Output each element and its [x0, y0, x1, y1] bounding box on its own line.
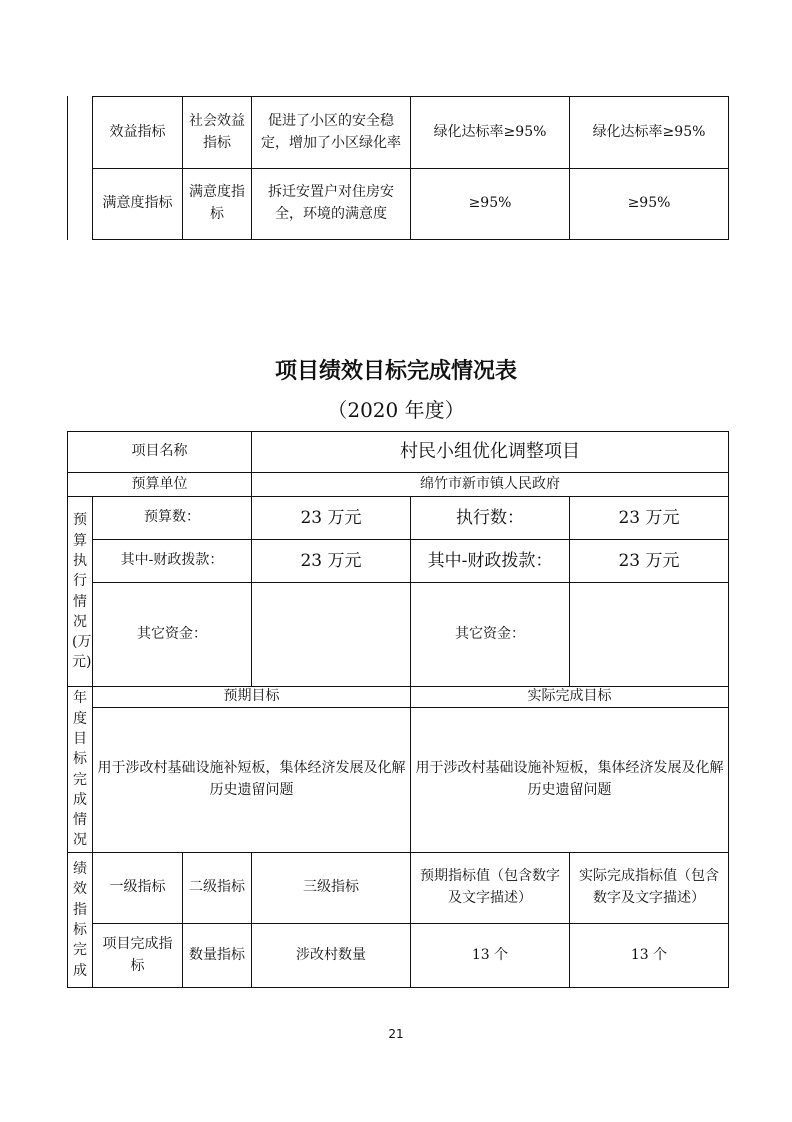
- budget-label: 预算数：: [92, 496, 251, 539]
- expected-value-header: 预期指标值（包含数字及文字描述）: [410, 852, 569, 923]
- budget-value: 23 万元: [251, 496, 410, 539]
- top-row2-col3: 拆迁安置户对住房安全，环境的满意度: [251, 168, 410, 240]
- exec-label: 执行数：: [410, 496, 569, 539]
- fiscal-label-2: 其中-财政拨款：: [410, 539, 569, 582]
- level3-header: 三级指标: [251, 852, 410, 923]
- budget-exec-label: [67, 496, 92, 686]
- page-title: 项目绩效目标完成情况表: [274, 358, 517, 384]
- fiscal-value: 23 万元: [251, 539, 410, 582]
- left-margin-line: [67, 96, 68, 240]
- top-row2-col5: ≥95%: [569, 168, 729, 240]
- annual-goal-label-text: 年度目标完成情况: [73, 690, 87, 849]
- exec-value: 23 万元: [569, 496, 729, 539]
- row-expected: 13 个: [410, 923, 569, 988]
- project-name-value: 村民小组优化调整项目: [251, 431, 729, 472]
- top-row2-col1: 满意度指标: [92, 168, 182, 240]
- top-row1-col5: 绿化达标率≥95%: [569, 96, 729, 168]
- top-row1-col4: 绿化达标率≥95%: [410, 96, 569, 168]
- row-level2: 数量指标: [182, 923, 251, 988]
- actual-goal-text: 用于涉改村基础设施补短板，集体经济发展及化解历史遗留问题: [410, 707, 729, 852]
- other-label: 其它资金：: [92, 582, 251, 686]
- row-level3: 涉改村数量: [251, 923, 410, 988]
- top-row1-col3: 促进了小区的安全稳定，增加了小区绿化率: [251, 96, 410, 168]
- actual-goal-header: 实际完成目标: [410, 686, 729, 707]
- expected-goal-text: 用于涉改村基础设施补短板，集体经济发展及化解历史遗留问题: [92, 707, 410, 852]
- level1-header: 一级指标: [92, 852, 182, 923]
- actual-value-header: 实际完成指标值（包含数字及文字描述）: [569, 852, 729, 923]
- expected-goal-header: 预期目标: [92, 686, 410, 707]
- page-number: 21: [388, 1027, 404, 1041]
- perf-label: [67, 852, 92, 988]
- level2-header: 二级指标: [182, 852, 251, 923]
- fiscal-value-2: 23 万元: [569, 539, 729, 582]
- other-value: [251, 582, 410, 686]
- budget-exec-label-text: 预算执行情况(万元): [72, 512, 92, 671]
- other-label-2: 其它资金：: [410, 582, 569, 686]
- row-actual: 13 个: [569, 923, 729, 988]
- perf-label-text: 绩效指标完成: [73, 861, 87, 979]
- row-level1: 项目完成指标: [92, 923, 182, 988]
- top-row1-col2: 社会效益指标: [182, 96, 251, 168]
- fiscal-label: 其中-财政拨款：: [92, 539, 251, 582]
- budget-unit-label: 预算单位: [67, 472, 251, 496]
- other-value-2: [569, 582, 729, 686]
- budget-unit-value: 绵竹市新市镇人民政府: [251, 472, 729, 496]
- top-row2-col2: 满意度指标: [182, 168, 251, 240]
- top-row2-col4: ≥95%: [410, 168, 569, 240]
- annual-goal-label: [67, 686, 92, 852]
- top-row1-col1: 效益指标: [92, 96, 182, 168]
- page-subtitle: （2020 年度）: [327, 398, 465, 422]
- project-name-label: 项目名称: [67, 431, 251, 472]
